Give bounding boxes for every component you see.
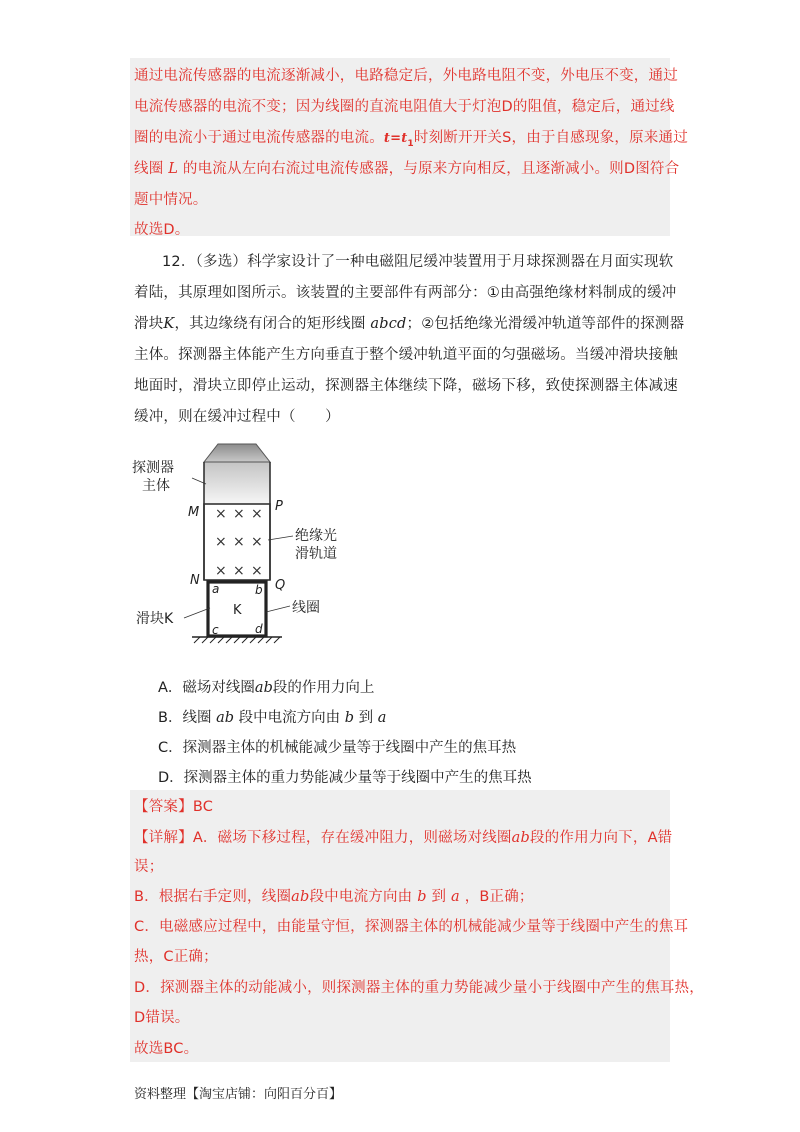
field-mark: ×	[215, 506, 227, 522]
label-K: K	[233, 603, 242, 618]
label-track-1: 绝缘光	[295, 528, 337, 544]
prev-solution-line-5: 题中情况。	[134, 192, 208, 208]
field-marks	[215, 506, 263, 579]
prev-solution-line-3: 圈的电流小于通过电流传感器的电流。$t=t_1$时刻断开开关S，由于自感现象，原来通过	[134, 130, 688, 149]
label-b: b	[255, 583, 263, 597]
label-track-2: 滑轨道	[295, 546, 337, 562]
question-line-4: 主体。探测器主体能产生方向垂直于整个缓冲轨道平面的匀强磁场。当缓冲滑块接触	[134, 347, 678, 363]
field-mark: ×	[233, 534, 245, 550]
ground-hatch	[194, 637, 280, 643]
field-mark: ×	[233, 506, 245, 522]
question-line-3: 滑块K，其边缘绕有闭合的矩形线圈 abcd；②包括绝缘光滑缓冲轨道等部件的探测器	[134, 316, 685, 332]
probe-body	[204, 462, 270, 504]
label-Q: Q	[275, 578, 286, 593]
label-slider: 滑块K	[136, 611, 174, 627]
detail-d-line-1: D．探测器主体的动能减小，则探测器主体的重力势能减少量小于线圈中产生的焦耳热，	[134, 980, 704, 996]
option-d[interactable]: D．探测器主体的重力势能减少量等于线圈中产生的焦耳热	[158, 770, 532, 786]
question-line-1: 12．（多选）科学家设计了一种电磁阻尼缓冲装置用于月球探测器在月面实现软	[162, 254, 674, 270]
prev-solution-final: 故选D。	[134, 222, 190, 238]
prev-solution-line-4: 线圈 L 的电流从左向右流过电流传感器，与原来方向相反，且逐渐减小。则D图符合	[134, 161, 680, 177]
answer-tag: 【答案】	[134, 799, 193, 815]
detail-tag: 【详解】	[134, 830, 193, 846]
damper-diagram	[130, 442, 370, 652]
prev-solution-line-1: 通过电流传感器的电流逐渐减小，电路稳定后，外电路电阻不变，外电压不变，通过	[134, 68, 678, 84]
option-a[interactable]: A．磁场对线圈ab段的作用力向上	[158, 680, 375, 696]
option-b[interactable]: B．线圈 ab 段中电流方向由 b 到 a	[158, 710, 387, 726]
answer-line	[134, 795, 668, 816]
field-mark: ×	[251, 506, 263, 522]
field-mark: ×	[233, 563, 245, 579]
question-line-6: 缓冲，则在缓冲过程中（ ）	[134, 409, 340, 425]
field-mark: ×	[251, 534, 263, 550]
prev-solution-line-2: 电流传感器的电流不变；因为线圈的直流电阻值大于灯泡D的阻值，稳定后，通过线	[134, 99, 675, 115]
field-mark: ×	[251, 563, 263, 579]
label-P: P	[275, 499, 283, 514]
label-probe-body-1: 探测器	[132, 460, 174, 476]
label-coil: 线圈	[292, 600, 320, 616]
footer-source: 资料整理【淘宝店铺：向阳百分百】	[134, 1087, 343, 1102]
answer-final: 故选BC。	[134, 1041, 199, 1057]
detail-a-line-1: 【详解】A．磁场下移过程，存在缓冲阻力，则磁场对线圈ab段的作用力向下，A错	[134, 830, 673, 846]
label-probe-body-2: 主体	[142, 478, 170, 494]
option-c[interactable]: C．探测器主体的机械能减少量等于线圈中产生的焦耳热	[158, 740, 517, 756]
question-line-2: 着陆，其原理如图所示。该装置的主要部件有两部分：①由高强绝缘材料制成的缓冲	[134, 285, 677, 301]
field-mark: ×	[215, 534, 227, 550]
label-c: c	[212, 623, 219, 637]
detail-b-line: B．根据右手定则，线圈ab段中电流方向由 b 到 a ，B正确；	[134, 889, 534, 905]
detail-c-line-2: 热，C正确；	[134, 949, 218, 965]
detail-d-line-2: D错误。	[134, 1010, 190, 1026]
label-d: d	[255, 622, 263, 636]
probe-nose	[204, 444, 270, 462]
answer-value: BC	[192, 799, 214, 815]
label-M: M	[188, 505, 200, 520]
label-N: N	[190, 573, 200, 588]
field-mark: ×	[215, 563, 227, 579]
question-line-5: 地面时，滑块立即停止运动，探测器主体继续下降，磁场下移，致使探测器主体减速	[134, 378, 678, 394]
label-a: a	[212, 582, 220, 596]
detail-c-line-1: C．电磁感应过程中，由能量守恒，探测器主体的机械能减少量等于线圈中产生的焦耳	[134, 919, 689, 935]
detail-a-line-2: 误；	[134, 859, 164, 875]
